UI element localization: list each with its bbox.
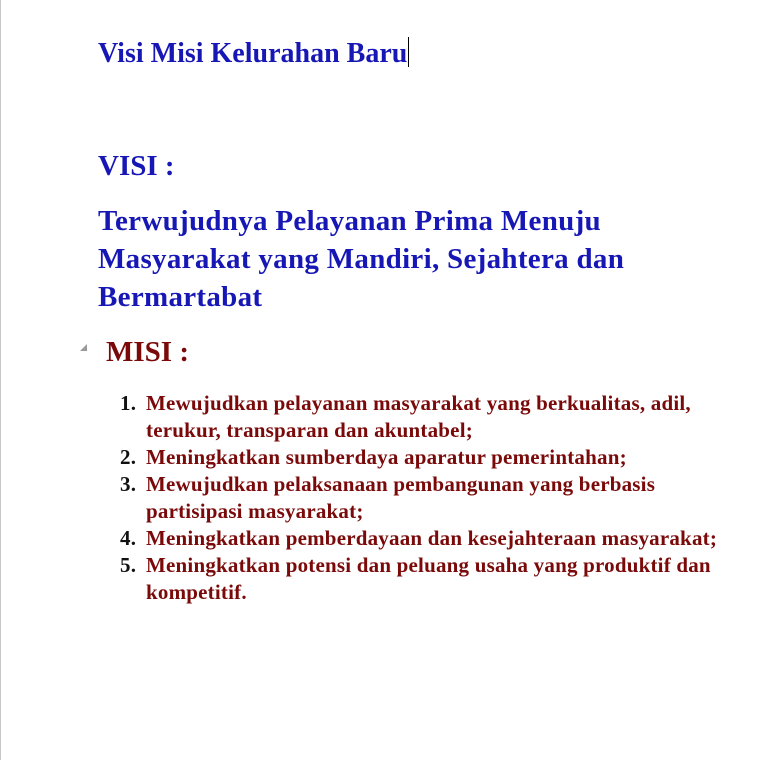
misi-list-item <box>120 390 726 444</box>
page-left-edge <box>0 0 1 760</box>
misi-list-item <box>120 552 726 606</box>
list-number: 4. <box>120 526 137 550</box>
visi-statement: Terwujudnya Pelayanan Prima Menuju Masyarakat yang Mandiri, Sejahtera dan Bermartabat <box>98 205 625 313</box>
collapse-triangle-icon[interactable] <box>80 344 87 351</box>
list-number: 2. <box>120 445 137 469</box>
list-number: 3. <box>120 472 137 496</box>
misi-list-item <box>120 444 726 471</box>
list-number: 1. <box>120 391 137 415</box>
misi-list-item <box>120 471 726 525</box>
misi-list-item <box>120 525 726 552</box>
visi-heading: VISI : <box>98 150 175 182</box>
misi-heading: MISI : <box>106 336 189 368</box>
document-title-text: Visi Misi Kelurahan Baru <box>98 38 408 69</box>
list-item-text: Meningkatkan pemberdayaan dan kesejahteraan masyarakat; <box>146 526 718 550</box>
misi-list <box>120 390 726 606</box>
document-title[interactable] <box>98 34 409 74</box>
list-item-text: Meningkatkan potensi dan peluang usaha yang produktif dan kompetitif. <box>146 553 711 604</box>
list-item-text: Meningkatkan sumberdaya aparatur pemerintahan; <box>146 445 627 469</box>
list-item-text: Mewujudkan pelaksanaan pembangunan yang berbasis partisipasi masyarakat; <box>146 472 656 523</box>
list-number: 5. <box>120 553 137 577</box>
list-item-text: Mewujudkan pelayanan masyarakat yang berkualitas, adil, terukur, transparan dan akuntabel; <box>146 391 691 442</box>
text-cursor <box>408 37 409 67</box>
